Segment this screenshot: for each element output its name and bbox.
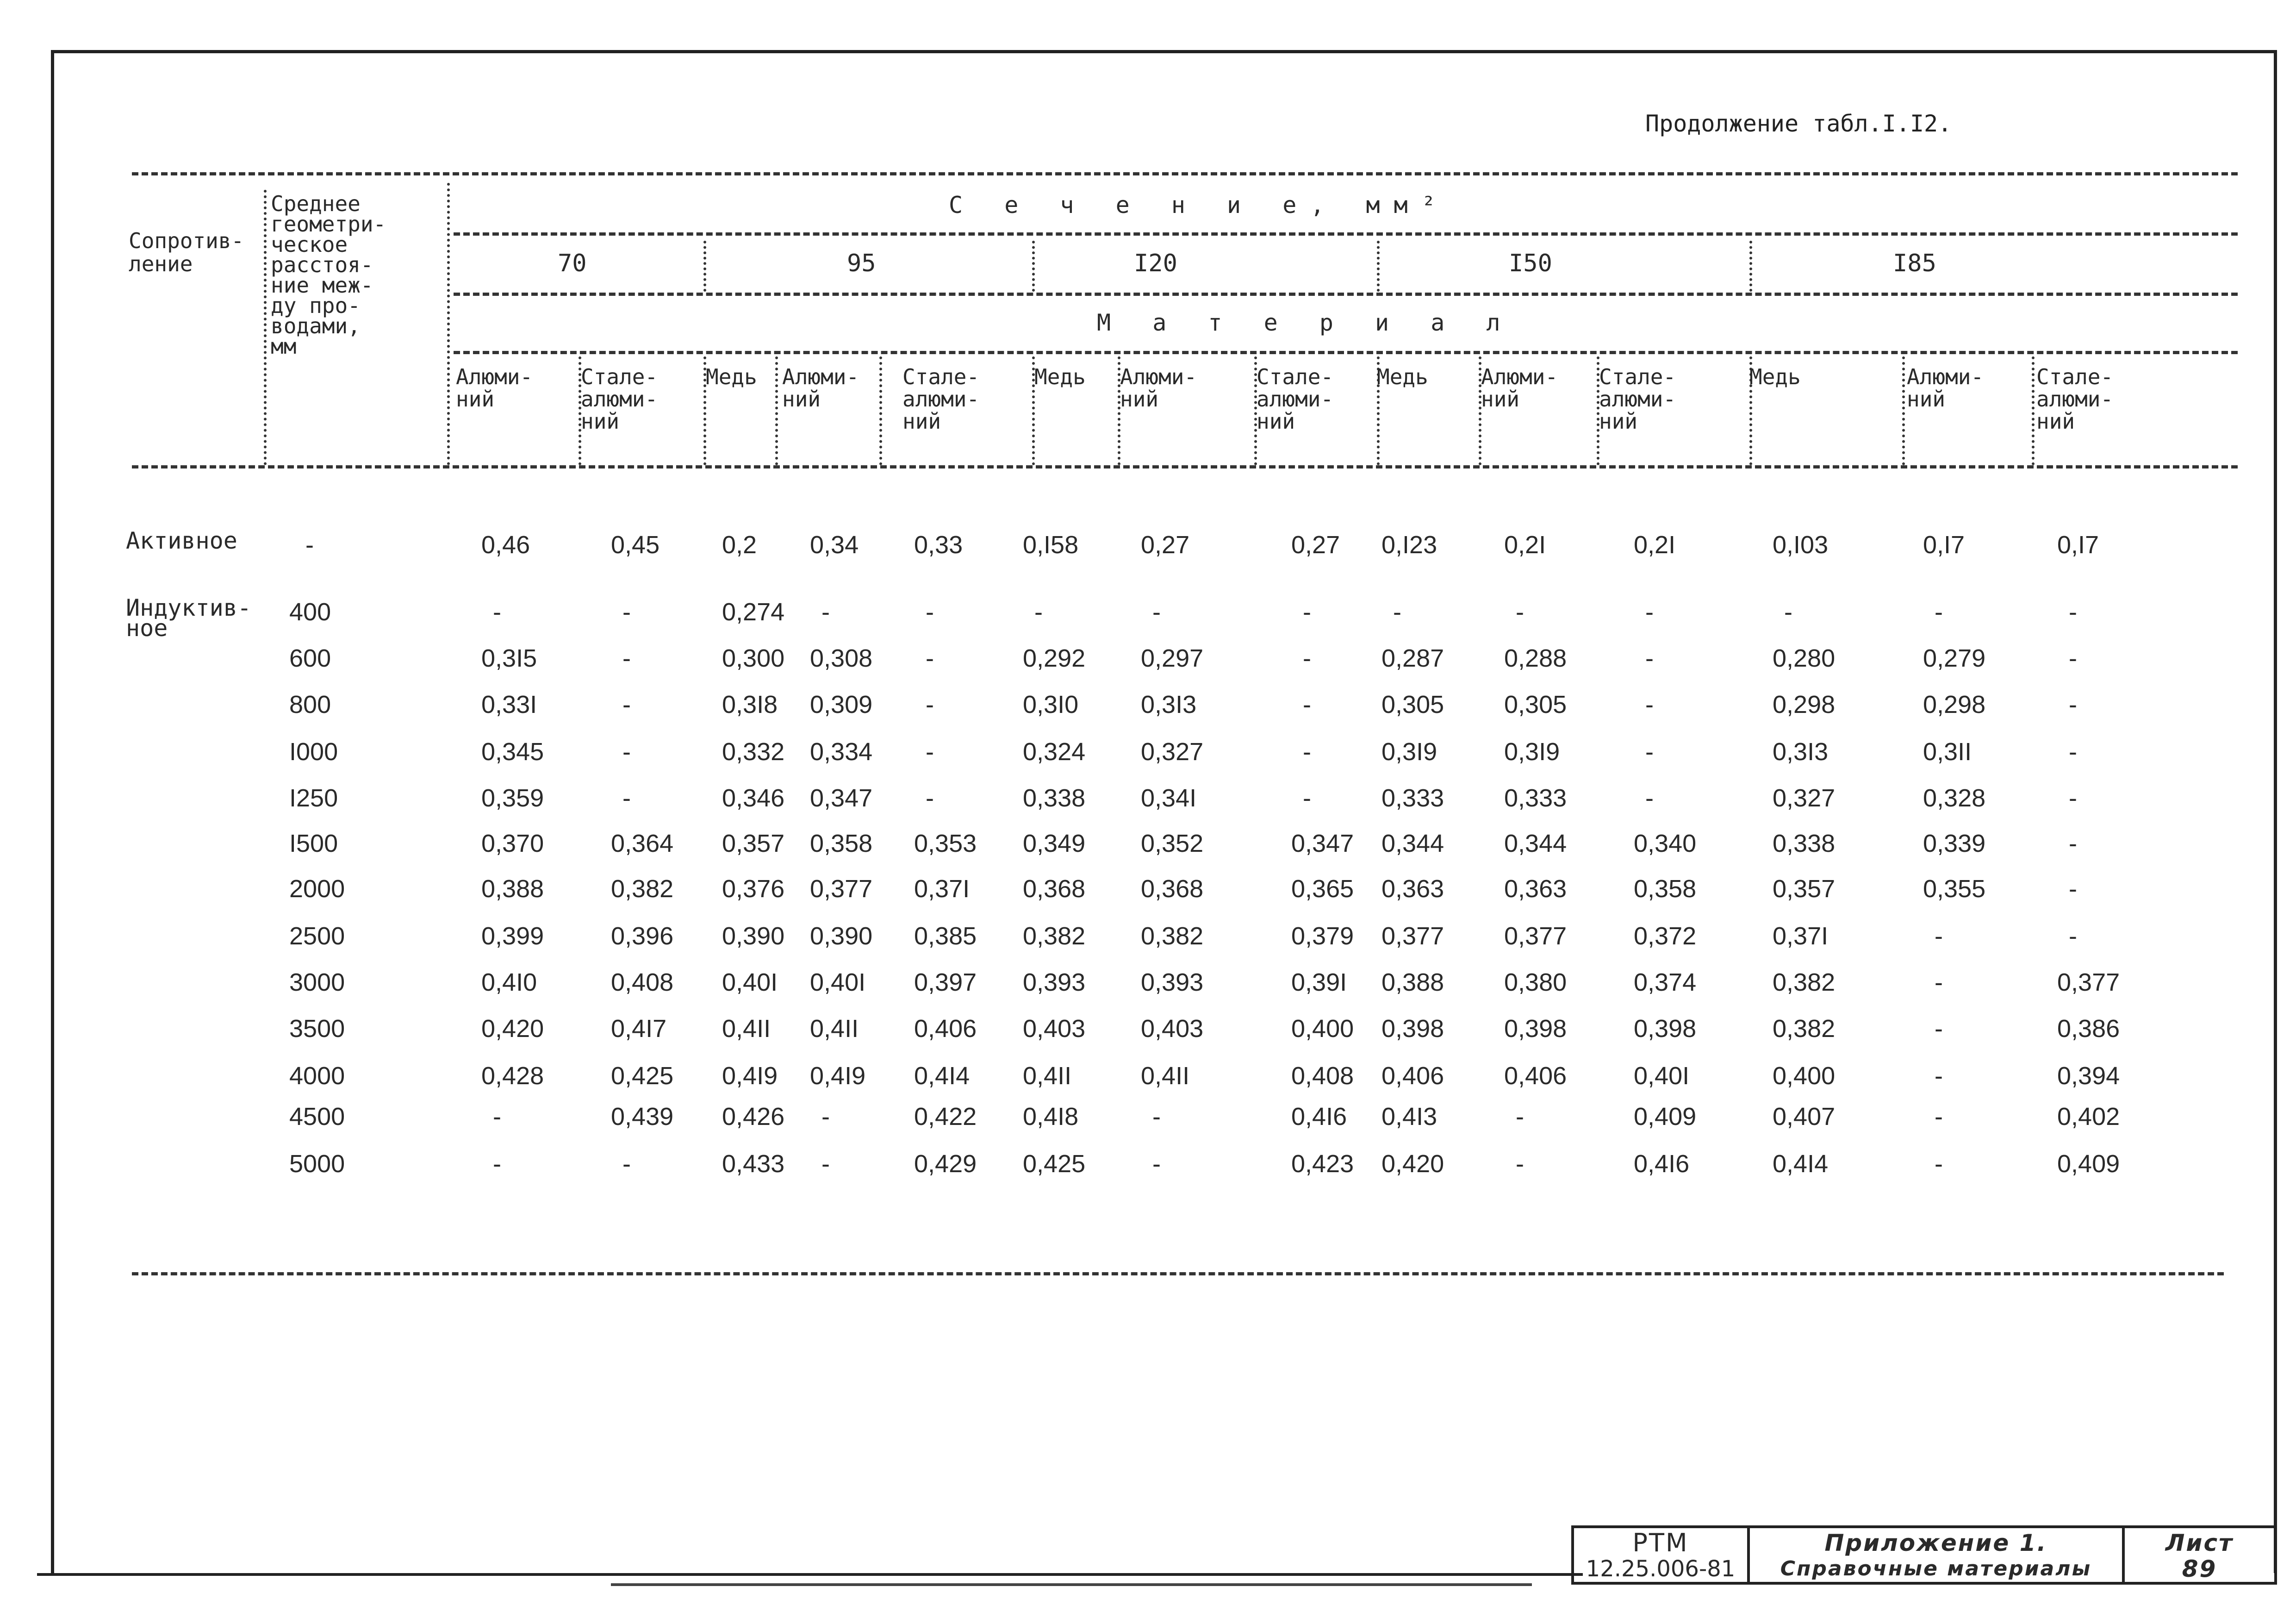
table-cell: - — [1152, 598, 1161, 626]
table-cell: 0,298 — [1923, 691, 1986, 718]
row-distance: I500 — [289, 830, 338, 857]
table-cell: 0,426 — [722, 1103, 785, 1131]
table-cell: 0,332 — [722, 738, 785, 766]
table-cell: 0,428 — [481, 1062, 544, 1090]
rule-section — [454, 232, 2238, 236]
table-cell: 0,402 — [2057, 1103, 2120, 1131]
table-cell: 0,382 — [1773, 968, 1836, 996]
table-cell: 0,3I3 — [1773, 738, 1829, 766]
col-sep-values — [447, 183, 450, 465]
row-distance: 3500 — [289, 1015, 345, 1043]
table-cell: 0,380 — [1504, 968, 1567, 996]
table-cell: 0,305 — [1504, 691, 1567, 718]
table-cell: - — [1645, 644, 1654, 672]
table-cell: 0,3I9 — [1381, 738, 1437, 766]
table-cell: 0,334 — [810, 738, 873, 766]
table-cell: 0,374 — [1634, 968, 1697, 996]
table-cell: 0,406 — [1381, 1062, 1444, 1090]
table-cell: 0,40I — [810, 968, 866, 996]
table-cell: 0,399 — [481, 922, 544, 950]
row-distance: 2500 — [289, 922, 345, 950]
table-cell: - — [1935, 1015, 1943, 1043]
table-cell: 0,425 — [1023, 1150, 1086, 1178]
rule-sizes — [454, 293, 2238, 296]
table-cell: 0,363 — [1504, 875, 1567, 903]
row-distance: I000 — [289, 738, 338, 766]
table-cell: - — [1303, 784, 1311, 812]
table-cell: 0,353 — [914, 830, 977, 857]
table-cell: - — [493, 598, 501, 626]
table-cell: 0,345 — [481, 738, 544, 766]
table-cell: 0,403 — [1023, 1015, 1086, 1043]
table-cell: 0,407 — [1773, 1103, 1836, 1131]
table-cell: 0,333 — [1504, 784, 1567, 812]
header-distance: Среднее геометри- ческое расстоя- ние меж- ду про- водами, мм — [271, 191, 386, 359]
col-sep-section-2 — [1032, 241, 1035, 292]
table-cell: 0,39I — [1291, 968, 1347, 996]
table-cell: - — [2069, 830, 2077, 857]
table-cell: - — [1935, 968, 1943, 996]
stamp-title-cell — [1750, 1528, 2125, 1582]
table-cell: - — [1152, 1103, 1161, 1131]
row-distance: 800 — [289, 691, 331, 718]
section-95: 95 — [847, 250, 876, 277]
table-cell: - — [1516, 1103, 1524, 1131]
table-cell: 0,40I — [722, 968, 778, 996]
table-cell: 0,4I3 — [1381, 1103, 1437, 1131]
table-cell: - — [2069, 784, 2077, 812]
table-cell: 0,400 — [1773, 1062, 1836, 1090]
stamp-code-cell — [1574, 1528, 1750, 1582]
table-cell: 0,382 — [1773, 1015, 1836, 1043]
table-cell: 0,4I4 — [1773, 1150, 1829, 1178]
table-cell: 0,420 — [1381, 1150, 1444, 1178]
table-cell: 0,358 — [810, 830, 873, 857]
table-cell: 0,357 — [1773, 875, 1836, 903]
material-header: Медь — [1034, 364, 1086, 389]
table-cell: - — [821, 1103, 830, 1131]
table-cell: 0,3I8 — [722, 691, 778, 718]
table-cell: 0,4I7 — [611, 1015, 667, 1043]
section-120: I20 — [1134, 250, 1177, 277]
table-cell: - — [2069, 922, 2077, 950]
table-cell: 0,I58 — [1023, 531, 1079, 559]
table-cell: - — [1645, 738, 1654, 766]
table-cell: - — [1152, 1150, 1161, 1178]
table-cell: 0,4II — [810, 1015, 859, 1043]
table-cell: 0,357 — [722, 830, 785, 857]
table-cell: 0,3I3 — [1141, 691, 1197, 718]
table-cell: 0,338 — [1773, 830, 1836, 857]
table-cell: 0,349 — [1023, 830, 1086, 857]
table-cell: 0,308 — [810, 644, 873, 672]
rule-header-bottom — [132, 465, 2238, 468]
table-cell: 0,423 — [1291, 1150, 1354, 1178]
table-cell: 0,4II — [1023, 1062, 1072, 1090]
table-cell: - — [2069, 691, 2077, 718]
table-cell: 0,359 — [481, 784, 544, 812]
rule-top — [132, 172, 2238, 175]
col-sep-section-1 — [703, 241, 706, 292]
material-header: Стале- алюми- ний — [902, 364, 980, 434]
table-cell: 0,397 — [914, 968, 977, 996]
table-cell: - — [1303, 691, 1311, 718]
table-cell: - — [1784, 598, 1792, 626]
col-sep-distance — [264, 190, 267, 465]
table-cell: 0,2 — [722, 531, 757, 559]
table-cell: 0,344 — [1504, 830, 1567, 857]
table-cell: 0,364 — [611, 830, 674, 857]
table-cell: 0,376 — [722, 875, 785, 903]
table-cell: - — [1516, 1150, 1524, 1178]
table-cell: - — [622, 691, 631, 718]
table-cell: - — [1935, 1103, 1943, 1131]
table-cell: - — [926, 691, 934, 718]
section-70: 70 — [558, 250, 587, 277]
row-distance: 3000 — [289, 968, 345, 996]
table-cell: 0,368 — [1023, 875, 1086, 903]
material-header: Алюми- ний — [1120, 364, 1197, 412]
table-cell: 0,338 — [1023, 784, 1086, 812]
table-cell: - — [622, 598, 631, 626]
table-cell: 0,377 — [1381, 922, 1444, 950]
table-cell: 0,398 — [1634, 1015, 1697, 1043]
material-col-separator — [1902, 356, 1905, 465]
table-cell: - — [622, 1150, 631, 1178]
table-cell: - — [2069, 644, 2077, 672]
row-distance: I250 — [289, 784, 338, 812]
table-cell: 0,2I — [1504, 531, 1546, 559]
table-cell: - — [926, 784, 934, 812]
table-cell: 0,370 — [481, 830, 544, 857]
table-cell: 0,377 — [810, 875, 873, 903]
table-cell: 0,333 — [1381, 784, 1444, 812]
table-cell: 0,406 — [1504, 1062, 1567, 1090]
table-cell: - — [2069, 875, 2077, 903]
row-distance: 600 — [289, 644, 331, 672]
table-cell: 0,27 — [1291, 531, 1340, 559]
table-cell: - — [1393, 598, 1401, 626]
table-cell: 0,382 — [1023, 922, 1086, 950]
frame-bottom-line — [37, 1573, 1583, 1576]
material-header: Алюми- ний — [1481, 364, 1558, 412]
stamp-sheet-label: Лист — [2165, 1530, 2234, 1556]
table-cell: 0,298 — [1773, 691, 1836, 718]
table-cell: 0,45 — [611, 531, 660, 559]
material-header: Стале- алюми- ний — [1599, 364, 1676, 434]
table-cell: 0,382 — [611, 875, 674, 903]
row-distance: 2000 — [289, 875, 345, 903]
table-cell: 0,4I9 — [722, 1062, 778, 1090]
table-cell: 0,I03 — [1773, 531, 1829, 559]
table-cell: - — [1935, 1062, 1943, 1090]
table-cell: 0,363 — [1381, 875, 1444, 903]
table-cell: 0,340 — [1634, 830, 1697, 857]
table-cell: 0,37I — [1773, 922, 1829, 950]
table-cell: - — [1034, 598, 1043, 626]
table-cell: 0,280 — [1773, 644, 1836, 672]
table-cell: 0,34 — [810, 531, 859, 559]
table-cell: 0,346 — [722, 784, 785, 812]
table-cell: 0,300 — [722, 644, 785, 672]
table-cell: 0,394 — [2057, 1062, 2120, 1090]
table-cell: 0,396 — [611, 922, 674, 950]
row-label: Активное — [126, 527, 237, 554]
table-cell: 0,386 — [2057, 1015, 2120, 1043]
table-cell: - — [926, 644, 934, 672]
table-cell: 0,33I — [481, 691, 537, 718]
material-header: Алюми- ний — [782, 364, 859, 412]
material-header: Стале- алюми- ний — [581, 364, 658, 434]
table-cell: - — [821, 1150, 830, 1178]
table-cell: 0,409 — [1634, 1103, 1697, 1131]
table-cell: 0,327 — [1773, 784, 1836, 812]
table-cell: - — [1645, 691, 1654, 718]
table-cell: 0,408 — [1291, 1062, 1354, 1090]
table-cell: - — [622, 738, 631, 766]
table-cell: 0,429 — [914, 1150, 977, 1178]
table-cell: 0,3I5 — [481, 644, 537, 672]
section-150: I50 — [1509, 250, 1552, 277]
table-cell: - — [1935, 1150, 1943, 1178]
row-distance: 400 — [289, 598, 331, 626]
table-cell: 0,288 — [1504, 644, 1567, 672]
table-cell: - — [1516, 598, 1524, 626]
table-cell: 0,400 — [1291, 1015, 1354, 1043]
table-cell: 0,I23 — [1381, 531, 1437, 559]
table-cell: 0,46 — [481, 531, 530, 559]
table-cell: 0,377 — [2057, 968, 2120, 996]
table-cell: 0,4II — [1141, 1062, 1190, 1090]
table-cell: - — [926, 738, 934, 766]
table-cell: 0,393 — [1141, 968, 1204, 996]
material-header: Медь — [1377, 364, 1428, 389]
table-cell: 0,34I — [1141, 784, 1197, 812]
table-cell: 0,328 — [1923, 784, 1986, 812]
table-cell: 0,279 — [1923, 644, 1986, 672]
table-cell: - — [1645, 598, 1654, 626]
table-cell: 0,305 — [1381, 691, 1444, 718]
table-caption: Продолжение табл.I.I2. — [1645, 110, 1952, 137]
table-cell: 0,425 — [611, 1062, 674, 1090]
table-cell: 0,309 — [810, 691, 873, 718]
table-cell: 0,388 — [481, 875, 544, 903]
table-cell: - — [493, 1150, 501, 1178]
table-cell: - — [1303, 598, 1311, 626]
header-section: С е ч е н и е, мм² — [949, 192, 1450, 219]
table-cell: 0,347 — [1291, 830, 1354, 857]
table-cell: 0,344 — [1381, 830, 1444, 857]
table-cell: 0,33 — [914, 531, 963, 559]
row-distance: 4500 — [289, 1103, 345, 1131]
table-cell: 0,40I — [1634, 1062, 1690, 1090]
table-cell: 0,I7 — [1923, 531, 1965, 559]
table-cell: 0,398 — [1504, 1015, 1567, 1043]
table-cell: - — [1645, 784, 1654, 812]
rule-material — [454, 351, 2238, 354]
table-cell: 0,297 — [1141, 644, 1204, 672]
table-cell: 0,3I0 — [1023, 691, 1079, 718]
col-sep-section-4 — [1749, 241, 1752, 292]
table-cell: - — [622, 644, 631, 672]
table-cell: - — [2069, 598, 2077, 626]
table-cell: 0,327 — [1141, 738, 1204, 766]
table-cell: 0,385 — [914, 922, 977, 950]
table-cell: 0,287 — [1381, 644, 1444, 672]
row-distance: 4000 — [289, 1062, 345, 1090]
table-cell: - — [1935, 922, 1943, 950]
header-material: М а т е р и а л — [1097, 309, 1514, 336]
table-cell: - — [926, 598, 934, 626]
table-cell: 0,4I8 — [1023, 1103, 1079, 1131]
header-resistance: Сопротив- ление — [129, 228, 244, 276]
table-cell: 0,4I0 — [481, 968, 537, 996]
material-header: Стале- алюми- ний — [2036, 364, 2114, 434]
table-cell: 0,390 — [810, 922, 873, 950]
table-cell: 0,347 — [810, 784, 873, 812]
table-cell: 0,4I6 — [1634, 1150, 1690, 1178]
table-cell: 0,292 — [1023, 644, 1086, 672]
table-cell: 0,27 — [1141, 531, 1190, 559]
frame-bottom-line-2 — [611, 1583, 1532, 1586]
table-cell: 0,37I — [914, 875, 970, 903]
stamp-title-line1: Приложение 1. — [1824, 1530, 2047, 1556]
table-cell: - — [622, 784, 631, 812]
material-header: Стале- алюми- ний — [1257, 364, 1334, 434]
table-cell: 0,439 — [611, 1103, 674, 1131]
row-distance: 5000 — [289, 1150, 345, 1178]
table-cell: - — [493, 1103, 501, 1131]
table-cell: 0,324 — [1023, 738, 1086, 766]
table-cell: 0,355 — [1923, 875, 1986, 903]
table-cell: - — [2069, 738, 2077, 766]
table-cell: 0,352 — [1141, 830, 1204, 857]
stamp-sheet-number: 89 — [2182, 1555, 2217, 1582]
table-cell: 0,420 — [481, 1015, 544, 1043]
stamp-code-line2: 12.25.006-81 — [1586, 1556, 1736, 1582]
material-col-separator — [2032, 356, 2035, 465]
table-cell: 0,4II — [722, 1015, 771, 1043]
table-cell: 0,408 — [611, 968, 674, 996]
stamp-sheet-cell — [2125, 1528, 2274, 1582]
table-cell: 0,377 — [1504, 922, 1567, 950]
title-block-stamp — [1571, 1525, 2277, 1585]
table-cell: 0,339 — [1923, 830, 1986, 857]
row-label: Индуктив- ное — [126, 594, 251, 642]
table-cell: 0,I7 — [2057, 531, 2099, 559]
table-cell: 0,368 — [1141, 875, 1204, 903]
table-cell: 0,358 — [1634, 875, 1697, 903]
material-col-separator — [879, 356, 882, 465]
material-header: Медь — [1749, 364, 1801, 389]
table-cell: 0,274 — [722, 598, 785, 626]
material-header: Алюми- ний — [456, 364, 533, 412]
table-cell: 0,393 — [1023, 968, 1086, 996]
stamp-title-line2: Справочные материалы — [1780, 1557, 2092, 1580]
table-cell: 0,3II — [1923, 738, 1972, 766]
section-185: I85 — [1893, 250, 1936, 277]
stamp-code-line1: РТМ — [1632, 1528, 1689, 1557]
table-cell: - — [821, 598, 830, 626]
table-cell: 0,372 — [1634, 922, 1697, 950]
table-cell: 0,406 — [914, 1015, 977, 1043]
rule-bottom — [132, 1272, 2224, 1275]
table-cell: 0,379 — [1291, 922, 1354, 950]
material-header: Алюми- ний — [1907, 364, 1984, 412]
table-cell: 0,2I — [1634, 531, 1676, 559]
table-cell: 0,409 — [2057, 1150, 2120, 1178]
table-cell: 0,422 — [914, 1103, 977, 1131]
col-sep-section-3 — [1377, 241, 1380, 292]
table-cell: 0,4I9 — [810, 1062, 866, 1090]
material-header: Медь — [706, 364, 757, 389]
table-cell: 0,4I6 — [1291, 1103, 1347, 1131]
table-cell: 0,388 — [1381, 968, 1444, 996]
table-cell: 0,3I9 — [1504, 738, 1560, 766]
table-cell: - — [1303, 738, 1311, 766]
table-cell: 0,398 — [1381, 1015, 1444, 1043]
table-cell: - — [1935, 598, 1943, 626]
table-cell: 0,433 — [722, 1150, 785, 1178]
row-distance: - — [305, 531, 314, 559]
table-cell: 0,403 — [1141, 1015, 1204, 1043]
table-cell: 0,390 — [722, 922, 785, 950]
material-col-separator — [775, 356, 778, 465]
table-cell: - — [1303, 644, 1311, 672]
table-cell: 0,382 — [1141, 922, 1204, 950]
table-cell: 0,4I4 — [914, 1062, 970, 1090]
table-cell: 0,365 — [1291, 875, 1354, 903]
